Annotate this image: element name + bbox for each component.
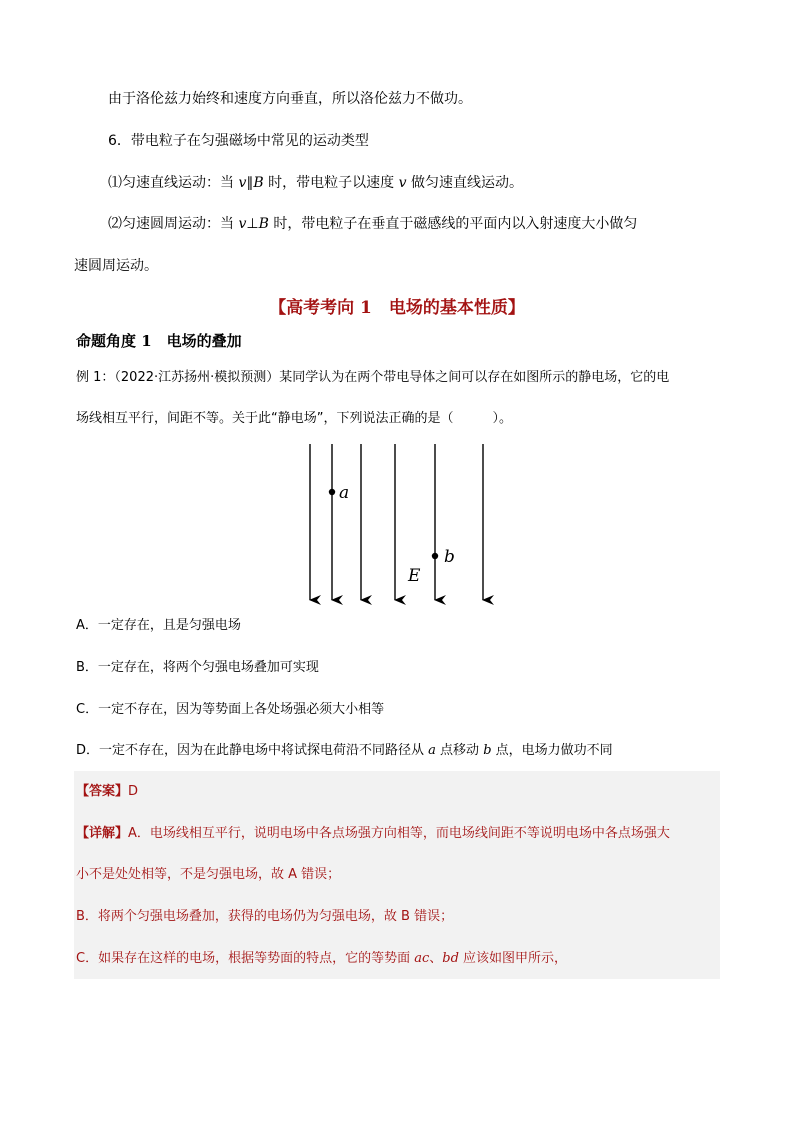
option-D <box>76 741 613 761</box>
var-v: v <box>398 175 407 191</box>
motion-type-2 <box>108 214 637 234</box>
option-D-text: 点，电场力做功不同 <box>491 743 613 758</box>
var-a: a <box>428 743 436 758</box>
detail-C <box>76 949 567 969</box>
label-a: a <box>339 483 350 503</box>
answer-line <box>76 782 138 802</box>
detail-A-text: A．电场线相互平行，说明电场中各点场强方向相等，而电场线间距不等说明电场中各点场强大 <box>128 826 670 841</box>
var-ac: ac <box>414 951 430 966</box>
answer-value: D <box>128 784 139 799</box>
option-C: C．一定不存在，因为等势面上各处场强必须大小相等 <box>76 702 385 717</box>
intro-text: 由于洛伦兹力始终和速度方向垂直，所以洛伦兹力不做功。 <box>108 91 472 107</box>
motion-type-2-text: 速圆周运动。 <box>74 258 158 274</box>
item-6-text: 6．带电粒子在匀强磁场中常见的运动类型 <box>108 133 369 149</box>
option-B: B．一定存在，将两个匀强电场叠加可实现 <box>76 660 319 675</box>
var-B: B <box>253 175 264 191</box>
perpendicular-symbol: ⊥ <box>246 216 259 232</box>
motion-type-2-text: 时，带电粒子在垂直于磁感线的平面内以入射速度大小做匀 <box>268 216 638 232</box>
option-D-text: 点移动 <box>435 743 484 758</box>
detail-C-text: 应该如图甲所示， <box>458 951 568 966</box>
detail-C-text: C．如果存在这样的电场，根据等势面的特点，它的等势面 <box>76 951 415 966</box>
var-v: v <box>238 175 247 191</box>
option-A: A．一定存在，且是匀强电场 <box>76 618 241 633</box>
item-6-heading <box>108 131 369 151</box>
motion-type-2-text: ⑵匀速圆周运动：当 <box>108 216 239 232</box>
motion-type-1-text: ⑴匀速直线运动：当 <box>108 175 239 191</box>
example-stem-line-1: 例 1：（2022·江苏扬州·模拟预测）某同学认为在两个带电导体之间可以存在如图所示的静电场，它的电 <box>76 370 670 385</box>
motion-type-2-cont <box>74 256 158 276</box>
point-b <box>432 553 438 559</box>
field-lines-figure <box>290 440 500 610</box>
section-title: 【高考考向 1 电场的基本性质】 <box>269 298 525 318</box>
label-E: E <box>408 566 421 586</box>
subsection-heading: 命题角度 1 电场的叠加 <box>76 332 242 350</box>
motion-type-1-text: 做匀速直线运动。 <box>406 175 523 191</box>
detail-A-line-1 <box>76 824 670 844</box>
var-bd: bd <box>442 951 459 966</box>
example-stem-line-2: 场线相互平行，间距不等。关于此“静电场”，下列说法正确的是（ ）。 <box>76 411 512 426</box>
detail-A-line-2: 小不是处处相等，不是匀强电场，故 A 错误； <box>76 867 341 882</box>
point-a <box>329 489 335 495</box>
detail-B: B．将两个匀强电场叠加，获得的电场仍为匀强电场，故 B 错误； <box>76 909 454 924</box>
answer-label: 【答案】 <box>76 784 129 799</box>
var-b: b <box>483 743 492 758</box>
separator: 、 <box>429 951 443 966</box>
detail-label: 【详解】 <box>76 826 129 841</box>
var-v: v <box>238 216 247 232</box>
motion-type-1-text: 时，带电粒子以速度 <box>263 175 399 191</box>
option-D-text: D．一定不存在，因为在此静电场中将试探电荷沿不同路径从 <box>76 743 429 758</box>
motion-type-1 <box>108 173 523 193</box>
parallel-symbol: ∥ <box>246 175 254 191</box>
intro-line <box>108 89 472 109</box>
var-B: B <box>258 216 269 232</box>
label-b: b <box>444 547 455 567</box>
